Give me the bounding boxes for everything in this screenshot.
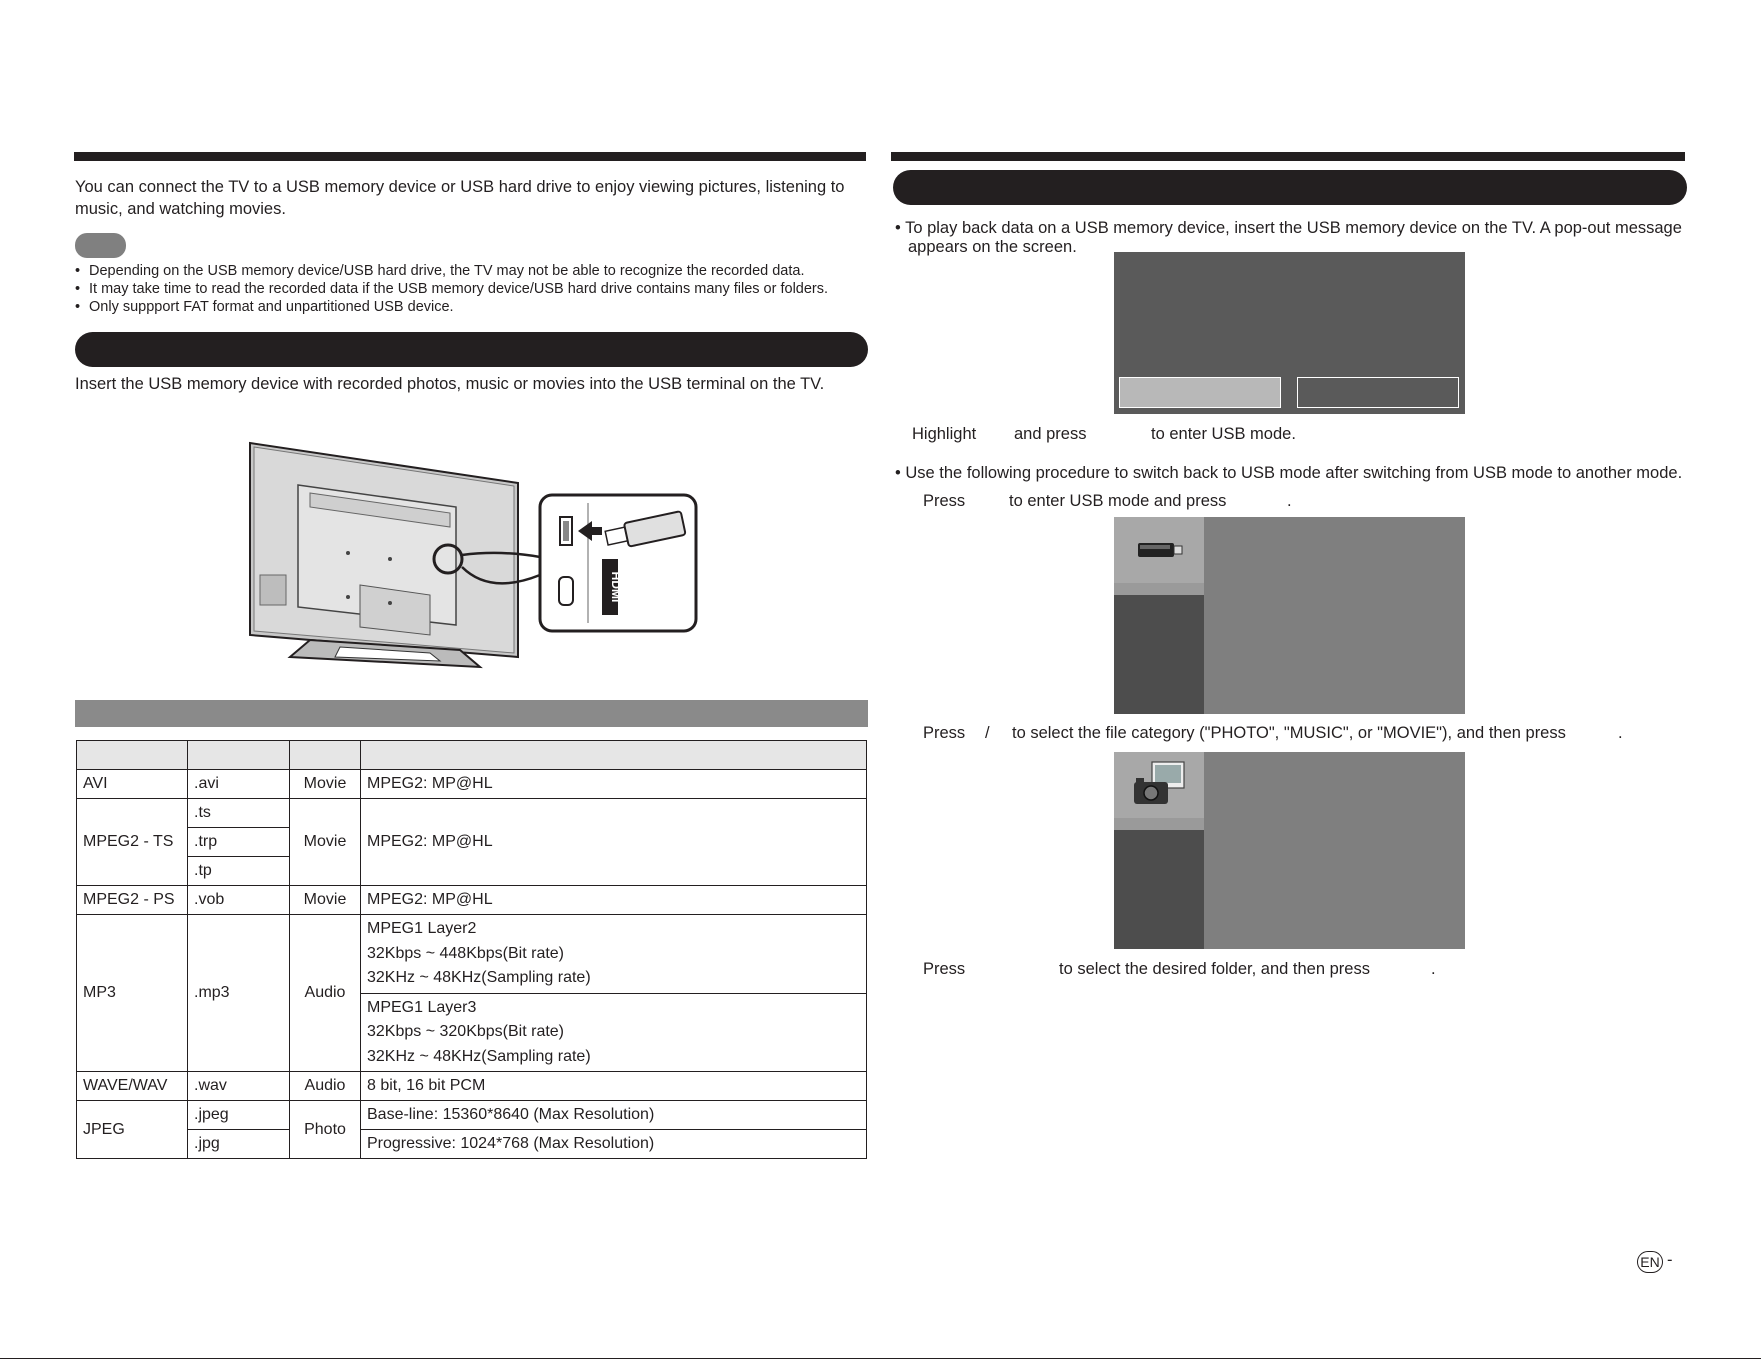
photo-selected-tile[interactable]: [1114, 752, 1204, 818]
cell-type: Audio: [290, 915, 361, 1072]
cell-spec: MPEG2: MP@HL: [361, 770, 867, 799]
cell-container: WAVE/WAV: [77, 1072, 188, 1101]
cell-extension: .avi: [188, 770, 290, 799]
hdmi-port-icon: [559, 577, 573, 605]
cell-type: Audio: [290, 1072, 361, 1101]
connect-section-header: [75, 332, 868, 367]
step-2-part: Press: [923, 724, 966, 742]
cell-container: MPEG2 - PS: [77, 886, 188, 915]
bullet-playback: • To play back data on a USB memory device, insert the USB memory device on the TV. A pop-out message: [895, 219, 1682, 237]
camera-photo-icon: [1114, 752, 1204, 818]
supported-formats-header: [75, 700, 868, 727]
intro-paragraph: You can connect the TV to a USB memory device or USB hard drive to enjoy viewing pictures, listening to music, and watching movies.: [75, 178, 845, 218]
step-1-part: Press: [923, 492, 966, 510]
cell-type: Movie: [290, 770, 361, 799]
table-header-cell: [77, 741, 188, 770]
cell-container: MPEG2 - TS: [77, 799, 188, 886]
step-1-part: to enter USB mode and press: [1009, 492, 1227, 510]
cell-extension: .mp3: [188, 915, 290, 1072]
step-2-part: to select the file category ("PHOTO", "MUSIC", or "MOVIE"), and then press: [1012, 724, 1566, 742]
cell-extension: .vob: [188, 886, 290, 915]
cell-container: JPEG: [77, 1101, 188, 1159]
step-2-part: .: [1618, 724, 1623, 742]
cell-spec: MPEG2: MP@HL: [361, 799, 867, 886]
cell-extension: .trp: [188, 828, 290, 857]
cell-container: MP3: [77, 915, 188, 1072]
table-row: [77, 915, 867, 994]
cell-extension: .jpg: [188, 1130, 290, 1159]
playback-section-header: [893, 170, 1687, 205]
cell-container: AVI: [77, 770, 188, 799]
insert-instruction: Insert the USB memory device with recorded photos, music or movies into the USB terminal on the TV.: [75, 375, 825, 393]
left-header-rule: [74, 152, 866, 161]
notes-list: [75, 262, 828, 316]
spec-line: MPEG1 Layer3: [367, 998, 477, 1016]
spec-line: MPEG1 Layer2: [367, 920, 477, 937]
popup-message-screen: [1114, 252, 1465, 414]
usb-content-area: [1204, 752, 1465, 949]
usb-selected-tile[interactable]: [1114, 517, 1204, 583]
right-header-rule: [891, 152, 1685, 161]
cell-extension: .wav: [188, 1072, 290, 1101]
tv-rear-illustration: [240, 435, 710, 675]
table-row: [77, 770, 867, 799]
cell-extension: .ts: [188, 799, 290, 828]
page-number-dash: -: [1667, 1251, 1673, 1269]
note-badge: [75, 233, 126, 258]
spec-line: 32Kbps ~ 320Kbps(Bit rate): [367, 1023, 565, 1040]
spec-line: 32KHz ~ 48KHz(Sampling rate): [367, 1047, 591, 1065]
table-row: [77, 1101, 867, 1130]
table-header-cell: [290, 741, 361, 770]
cell-spec: Base-line: 15360*8640 (Max Resolution): [361, 1101, 867, 1130]
usb-stick-icon: [1114, 517, 1204, 583]
cell-extension: .tp: [188, 857, 290, 886]
step-1-part: .: [1287, 492, 1292, 510]
step-3-part: .: [1431, 960, 1436, 978]
step-highlight-part: to enter USB mode.: [1151, 425, 1296, 443]
step-3-part: to select the desired folder, and then press: [1059, 960, 1370, 978]
bullet-switch-back: • Use the following procedure to switch back to USB mode after switching from USB mode to another mode.: [895, 464, 1683, 482]
bullet-playback-text: To play back data on a USB memory device, insert the USB memory device on the TV. A pop-out message: [905, 219, 1682, 237]
cell-spec: [361, 915, 867, 994]
table-header-row: [77, 741, 867, 770]
note-item: • Depending on the USB memory device/USB hard drive, the TV may not be able to recognize the recorded data.: [75, 262, 828, 280]
table-header-cell: [361, 741, 867, 770]
table-row: [77, 799, 867, 828]
popup-no-button[interactable]: [1297, 377, 1459, 408]
usb-content-area: [1204, 517, 1465, 714]
step-3-part: Press: [923, 960, 966, 978]
spec-line: 32KHz ~ 48KHz(Sampling rate): [367, 969, 591, 986]
usb-mode-screen-1: [1114, 517, 1465, 714]
cell-spec: Progressive: 1024*768 (Max Resolution): [361, 1130, 867, 1159]
note-item: • It may take time to read the recorded data if the USB memory device/USB hard drive contains many files or folders.: [75, 280, 828, 298]
step-highlight-part: and press: [1014, 425, 1087, 443]
popup-yes-button[interactable]: [1119, 377, 1281, 408]
table-header-cell: [188, 741, 290, 770]
table-row: [77, 1072, 867, 1101]
step-highlight-part: Highlight: [912, 425, 977, 443]
step-2-part: /: [985, 724, 990, 742]
usb-divider-stripe: [1114, 818, 1204, 830]
cell-extension: .jpeg: [188, 1101, 290, 1130]
cell-spec: MPEG2: MP@HL: [361, 886, 867, 915]
cell-spec: [361, 993, 867, 1072]
table-row: [77, 886, 867, 915]
bullet-playback-cont: appears on the screen.: [908, 238, 1077, 256]
cell-type: Movie: [290, 886, 361, 915]
usb-mode-screen-2: [1114, 752, 1465, 949]
cell-type: Movie: [290, 799, 361, 886]
language-badge: EN: [1637, 1251, 1663, 1273]
bottom-trim-line: [0, 1358, 1761, 1359]
cell-spec: 8 bit, 16 bit PCM: [361, 1072, 867, 1101]
svg-text:HDMI: HDMI: [609, 571, 623, 603]
bullet-switch-text: Use the following procedure to switch back to USB mode after switching from USB mode to another mode.: [905, 464, 1683, 482]
note-item: • Only suppport FAT format and unpartitioned USB device.: [75, 298, 828, 316]
usb-divider-stripe: [1114, 583, 1204, 595]
spec-line: 32Kbps ~ 448Kbps(Bit rate): [367, 944, 565, 962]
table-row: [77, 1130, 867, 1159]
cell-type: Photo: [290, 1101, 361, 1159]
supported-formats-table: [76, 740, 867, 1159]
